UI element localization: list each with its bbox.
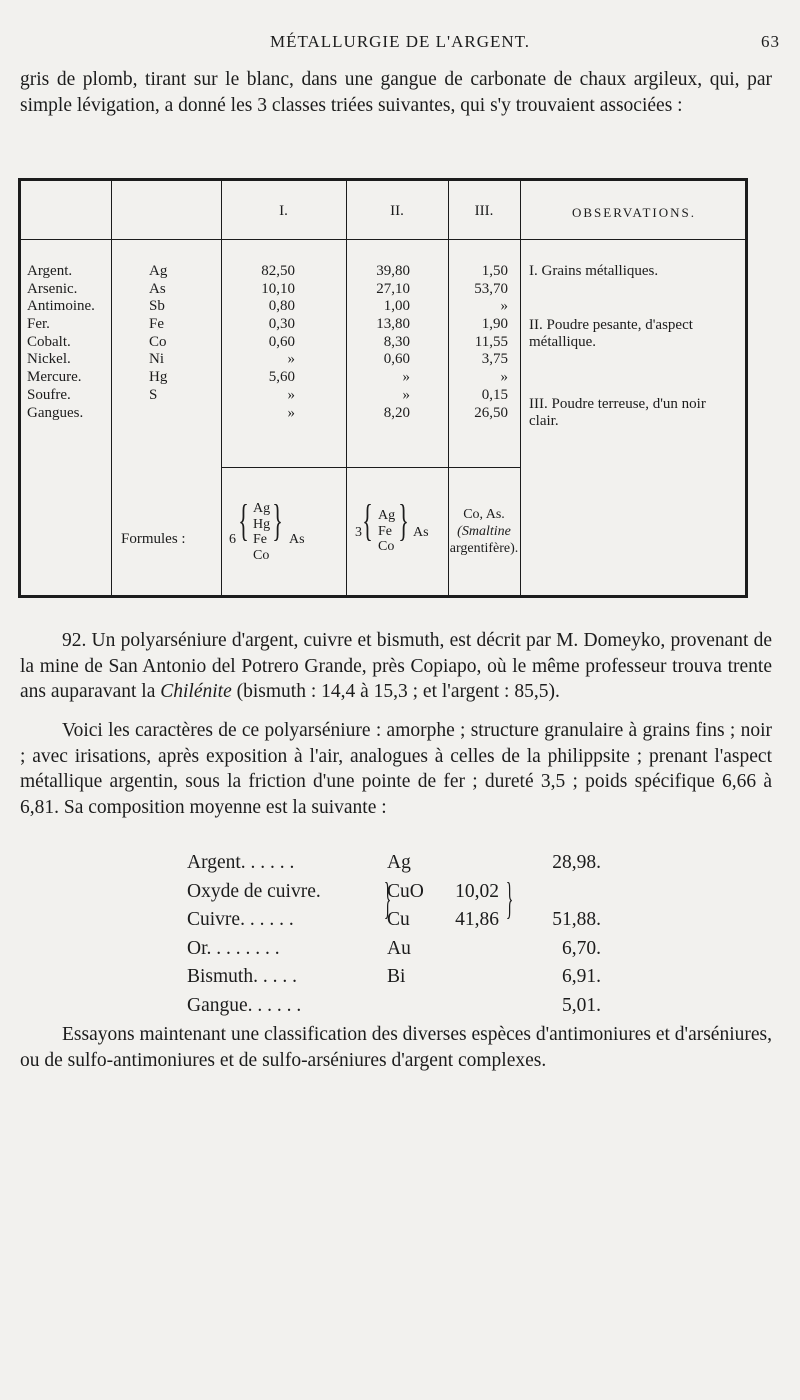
formula-2-item: Co	[378, 539, 395, 554]
observation-1: I. Grains métalliques.	[529, 263, 659, 279]
composition-row	[187, 966, 607, 995]
symbol-column	[149, 263, 179, 422]
table-cell: 5,60	[268, 369, 295, 386]
column-header-3: III.	[474, 203, 494, 219]
composition-symbol: Au	[387, 937, 411, 959]
composition-row	[187, 852, 607, 881]
composition-name: Or. . . . . . . .	[187, 937, 280, 959]
table-cell: 10,10	[261, 280, 295, 297]
formula-3	[448, 506, 520, 557]
element-symbol: S	[149, 386, 158, 403]
table-cell: »	[287, 404, 295, 421]
column-header-1: I.	[279, 203, 288, 219]
formula-2-right-brace: }	[398, 496, 409, 545]
composition-value: 6,70.	[562, 937, 601, 959]
table-cell: 27,10	[376, 280, 410, 297]
composition-name: Cuivre. . . . . .	[187, 909, 294, 930]
formules-label: Formules :	[121, 531, 186, 547]
element-name: Mercure.	[27, 369, 82, 386]
formula-1-right-brace: }	[272, 496, 283, 545]
element-name: Fer.	[27, 316, 50, 333]
observation-3: III. Poudre terreuse, d'un noir clair.	[529, 396, 706, 429]
formula-2-coefficient: 3	[355, 525, 362, 540]
formula-3-line: (Smaltine	[457, 524, 511, 539]
table-cell: 0,15	[481, 386, 508, 403]
table-cell: 39,80	[376, 263, 410, 279]
table-cell: 53,70	[474, 280, 508, 297]
table-cell: 1,00	[383, 298, 410, 315]
page-number: 63	[761, 32, 780, 51]
table-cell: 0,30	[268, 316, 295, 333]
copper-left-brace: }	[383, 874, 392, 923]
table-cell: »	[500, 369, 508, 386]
table-formula-rule	[221, 467, 520, 468]
formula-1-anion: As	[289, 532, 305, 547]
element-symbol: Ag	[149, 263, 168, 279]
element-symbol	[149, 405, 179, 423]
composition-row	[187, 938, 607, 967]
observation-2: II. Poudre pesante, d'aspect métallique.	[529, 317, 693, 350]
formula-2-items	[378, 508, 395, 555]
characters-paragraph: Voici les caractères de ce polyarséniure : amorphe ; structure granulaire à grains fins ; noir ; avec irisations, après exposition à l'air, analogues à celles de la philippsite ; prenant l'aspect métallique argentin, sous la friction d'une pointe de fer ; dureté 3,5 ; poids spécifique 6,66 à 6,81. Sa composition moyenne est la suivante :	[20, 720, 772, 818]
composition-partial: 10,02	[455, 880, 499, 902]
element-symbol: As	[149, 280, 166, 297]
composition-name: Argent. . . . . .	[187, 852, 295, 873]
formula-1-item: Hg	[253, 516, 271, 532]
composition-symbol: CuO	[387, 880, 424, 902]
intro-paragraph: gris de plomb, tirant sur le blanc, dans une gangue de carbonate de chaux argileux, qui, par simple lévigation, a donné les 3 classes triées suivantes, qui s'y trouvaient associées :	[20, 69, 772, 116]
column-header-observations: OBSERVATIONS.	[571, 205, 697, 220]
paragraph-92	[20, 628, 772, 705]
table-cell: 8,20	[383, 404, 410, 421]
composition-symbol: Cu	[387, 909, 410, 930]
formula-3-line: Co, As.	[463, 507, 505, 522]
formula-1-coefficient: 6	[229, 532, 236, 547]
table-cell: 3,75	[481, 351, 508, 368]
formula-1-items	[253, 501, 270, 563]
formula-3-line: argentifère).	[449, 541, 519, 556]
table-cell: 82,50	[261, 263, 295, 279]
composition-name: Bismuth. . . . .	[187, 966, 297, 987]
table-cell: »	[402, 386, 410, 403]
column-header-2: II.	[390, 203, 404, 219]
element-name: Arsenic.	[27, 280, 78, 297]
running-title: MÉTALLURGIE DE L'ARGENT.	[269, 32, 531, 51]
table-cell: 1,50	[481, 263, 508, 279]
table-cell: »	[287, 351, 295, 368]
table-cell: 11,55	[474, 333, 508, 350]
table-cell: 13,80	[376, 316, 410, 333]
table-divider	[520, 181, 521, 595]
table-cell: »	[500, 298, 508, 315]
composition-row	[187, 881, 607, 910]
element-name: Nickel.	[27, 351, 71, 368]
formula-2-item: Ag	[378, 508, 396, 523]
composition-value: 5,01.	[562, 994, 601, 1016]
composition-partial: 41,86	[455, 909, 499, 930]
analysis-table	[18, 178, 748, 598]
formula-1-item: Co	[253, 547, 270, 563]
element-symbol: Hg	[149, 369, 168, 386]
copper-right-brace: }	[505, 874, 514, 923]
element-name: Gangues.	[27, 404, 84, 421]
values-column-2	[346, 263, 410, 422]
table-divider	[111, 181, 112, 595]
paragraph-number: 92.	[62, 630, 87, 651]
formula-2-item: Fe	[378, 523, 392, 539]
composition-value: 51,88.	[552, 909, 601, 930]
composition-symbol: Bi	[387, 966, 406, 987]
composition-row	[187, 995, 607, 1024]
table-cell: 0,60	[268, 333, 295, 350]
element-symbol: Co	[149, 333, 167, 350]
composition-value: 28,98.	[552, 852, 601, 873]
formula-1-left-brace: {	[238, 496, 249, 545]
closing-paragraph: Essayons maintenant une classification des diverses espèces d'antimoniures et d'arséniures, ou de sulfo-antimoniures et de sulfo-arséniures d'argent complexes.	[20, 1024, 772, 1071]
table-cell: 0,80	[268, 298, 295, 315]
table-cell: »	[402, 369, 410, 386]
values-column-3	[448, 263, 508, 422]
composition-name: Gangue. . . . . .	[187, 994, 302, 1016]
table-cell: »	[287, 386, 295, 403]
composition-list	[187, 852, 607, 1023]
table-header-rule	[21, 239, 745, 240]
paragraph-92-text-b: (bismuth : 14,4 à 15,3 ; et l'argent : 85,5).	[231, 681, 560, 703]
table-cell: 0,60	[383, 351, 410, 368]
element-symbol: Sb	[149, 298, 165, 315]
values-column-1	[221, 263, 295, 422]
paragraph-92-text-a: Un polyarséniure d'argent, cuivre et bismuth, est décrit par M. Domeyko, provenant de la mine de San Antonio del Potrero Grande, près Copiapo, où le même professeur trouva trente ans auparavant la	[20, 630, 772, 703]
element-name: Argent.	[27, 263, 73, 279]
element-name: Antimoine.	[27, 298, 95, 315]
running-header	[20, 32, 780, 58]
formula-2-anion: As	[413, 525, 429, 540]
formula-2-left-brace: {	[362, 496, 373, 545]
table-cell: 26,50	[474, 404, 508, 421]
composition-value: 6,91.	[562, 966, 601, 987]
element-name: Soufre.	[27, 386, 71, 403]
formula-1-item: Ag	[253, 501, 271, 516]
composition-symbol: Ag	[387, 852, 411, 873]
table-cell: 8,30	[383, 333, 410, 350]
mineral-name: Chilénite	[160, 681, 232, 703]
formula-1-item: Fe	[253, 532, 267, 547]
composition-row	[187, 909, 607, 938]
composition-name: Oxyde de cuivre.	[187, 880, 321, 902]
element-symbol: Ni	[149, 351, 164, 368]
element-name: Cobalt.	[27, 333, 71, 350]
element-column	[27, 263, 111, 422]
table-cell: 1,90	[481, 316, 508, 333]
element-symbol: Fe	[149, 316, 164, 333]
